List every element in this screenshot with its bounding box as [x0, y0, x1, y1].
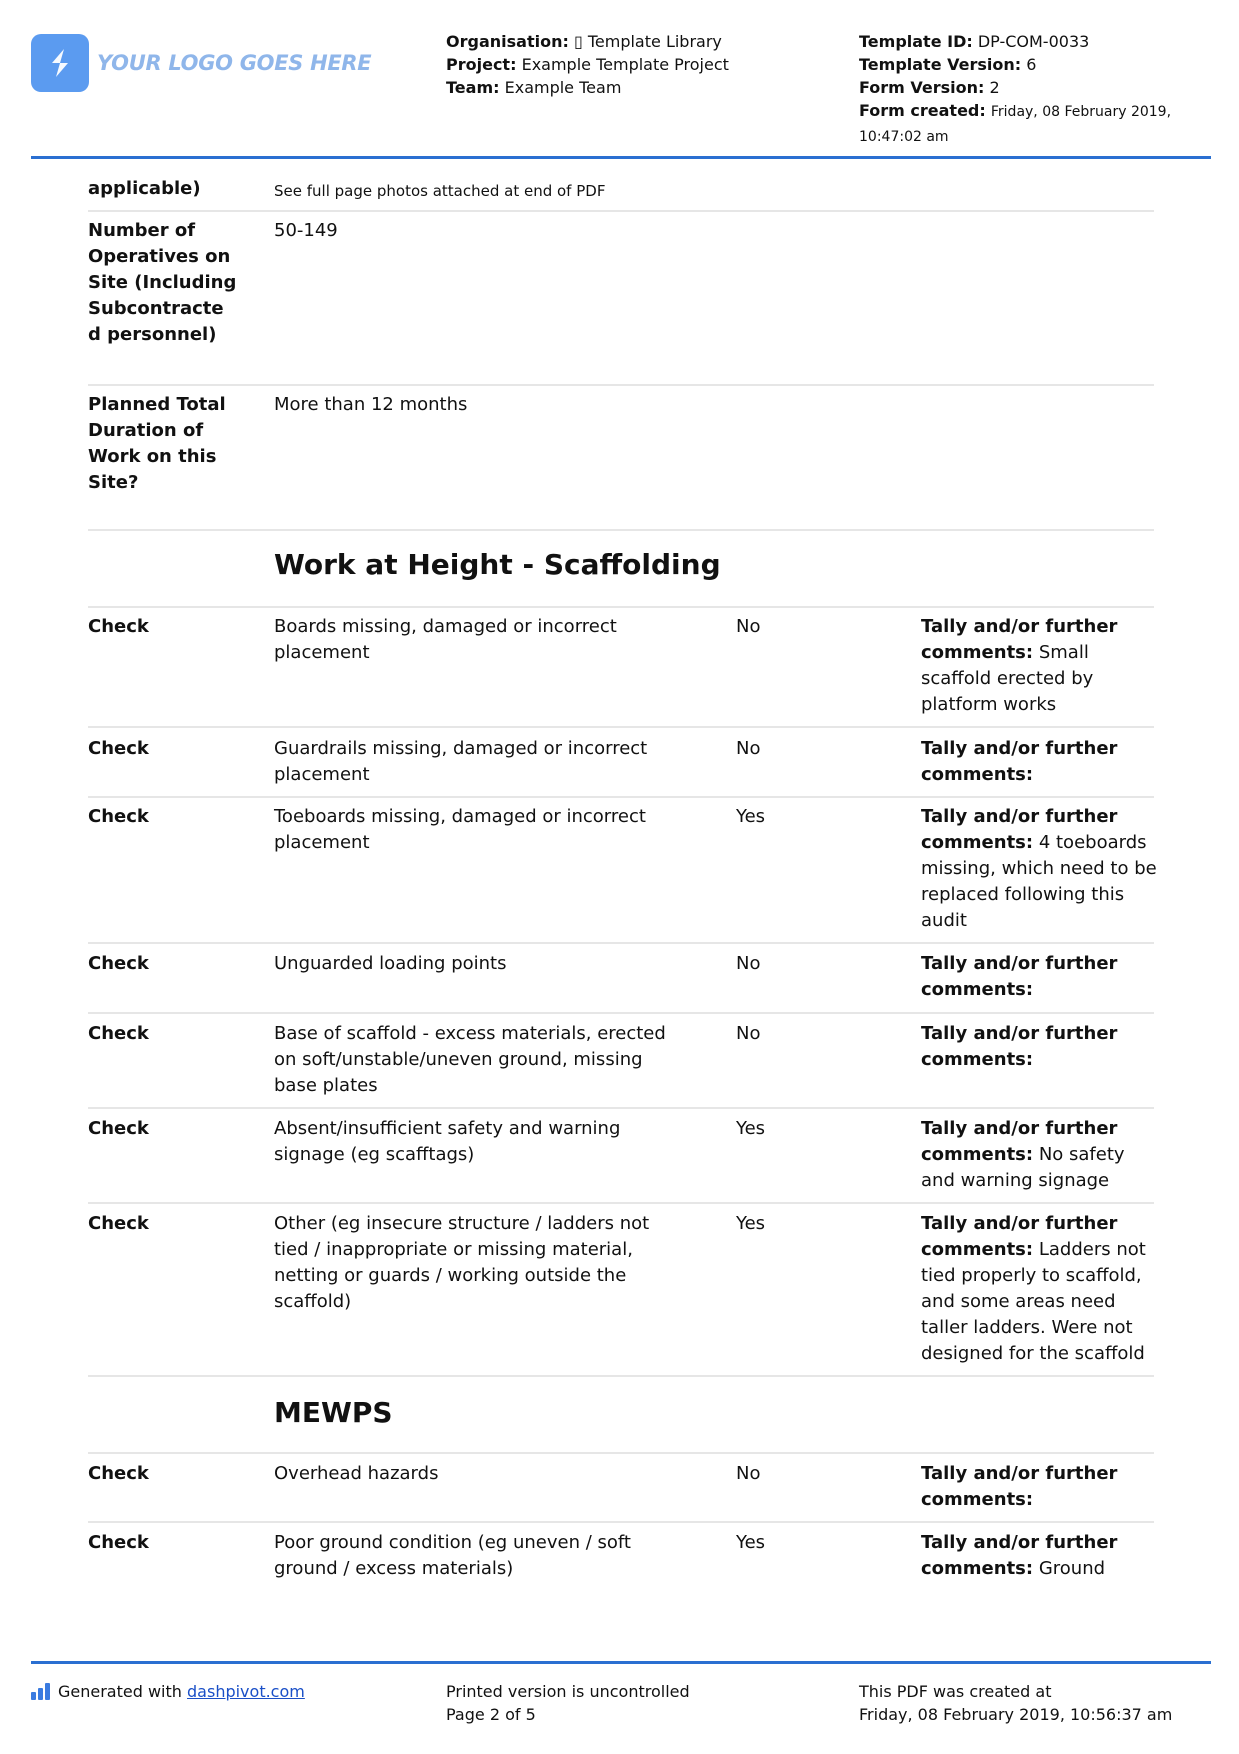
check-answer: No	[736, 953, 761, 974]
info-row	[88, 176, 1154, 212]
comment-label: Tally and/or further comments:	[921, 806, 1118, 853]
check-comment	[921, 736, 1161, 788]
comment-text: No safety and warning signage	[921, 1144, 1125, 1191]
check-item: Other (eg insecure structure / ladders not tied / inappropriate or missing material, netting or guards / working outside the scaffold)	[274, 1213, 650, 1312]
comment-label: Tally and/or further comments:	[921, 1023, 1118, 1070]
section-header	[88, 548, 1154, 608]
check-label: Check	[88, 953, 149, 974]
check-comment	[921, 951, 1161, 1003]
template-id-label: Template ID:	[859, 32, 973, 51]
section-title: Work at Height - Scaffolding	[274, 548, 721, 581]
check-comment	[921, 1116, 1161, 1194]
comment-text: Ladders not tied properly to scaffold, and some areas need taller ladders. Were not designed for the scaffold	[921, 1239, 1146, 1364]
section-header	[88, 1396, 1154, 1454]
page-info: Page 2 of 5	[446, 1705, 536, 1724]
comment-text: Small scaffold erected by platform works	[921, 642, 1094, 715]
check-label: Check	[88, 1118, 149, 1139]
logo-icon	[31, 34, 89, 92]
check-answer: Yes	[736, 1118, 766, 1139]
form-created-value: Friday, 08 February 2019, 10:47:02 am	[859, 104, 1172, 145]
check-item: Overhead hazards	[274, 1463, 439, 1484]
check-answer: Yes	[736, 806, 766, 827]
check-item: Absent/insufficient safety and warning signage (eg scafftags)	[274, 1118, 621, 1165]
check-comment	[921, 804, 1161, 934]
info-value: 50-149	[274, 220, 338, 241]
check-row	[88, 1021, 1154, 1109]
check-label: Check	[88, 616, 149, 637]
check-answer: No	[736, 738, 761, 759]
template-id-value: DP-COM-0033	[977, 32, 1090, 51]
header-meta-organisation	[446, 30, 729, 99]
dashpivot-link[interactable]: dashpivot.com	[187, 1682, 305, 1701]
comment-label: Tally and/or further comments:	[921, 1213, 1118, 1260]
check-row	[88, 614, 1154, 728]
check-comment	[921, 1211, 1161, 1367]
footer-created	[859, 1680, 1172, 1726]
check-answer: No	[736, 1463, 761, 1484]
team-label: Team:	[446, 78, 500, 97]
comment-text: Ground	[1038, 1558, 1106, 1579]
comment-label: Tally and/or further comments:	[921, 1463, 1118, 1510]
comment-label: Tally and/or further comments:	[921, 1532, 1118, 1579]
check-label: Check	[88, 1023, 149, 1044]
comment-label: Tally and/or further comments:	[921, 1118, 1118, 1165]
check-row	[88, 951, 1154, 1014]
form-version-label: Form Version:	[859, 78, 985, 97]
comment-text: 4 toeboards missing, which need to be replaced following this audit	[921, 832, 1157, 931]
comment-label: Tally and/or further comments:	[921, 738, 1118, 785]
check-row	[88, 1211, 1154, 1377]
check-answer: Yes	[736, 1532, 766, 1553]
document-header	[0, 0, 1239, 160]
check-row	[88, 804, 1157, 944]
check-row	[88, 1116, 1154, 1204]
check-label: Check	[88, 738, 149, 759]
organisation-label: Organisation:	[446, 32, 569, 51]
template-version-value: 6	[1026, 55, 1037, 74]
footer-divider	[31, 1661, 1211, 1664]
bar-chart-icon	[31, 1683, 50, 1700]
check-item: Boards missing, damaged or incorrect placement	[274, 616, 617, 663]
logo	[31, 34, 371, 92]
logo-text: YOUR LOGO GOES HERE	[97, 51, 372, 75]
check-label: Check	[88, 806, 149, 827]
check-comment	[921, 1530, 1161, 1582]
organisation-value: ▯ Template Library	[573, 32, 722, 51]
project-label: Project:	[446, 55, 517, 74]
template-version-label: Template Version:	[859, 55, 1022, 74]
comment-label: Tally and/or further comments:	[921, 616, 1118, 663]
check-label: Check	[88, 1532, 149, 1553]
check-answer: No	[736, 1023, 761, 1044]
form-version-value: 2	[989, 78, 1000, 97]
check-item: Base of scaffold - excess materials, erected on soft/unstable/uneven ground, missing base plates	[274, 1023, 666, 1096]
check-comment	[921, 1021, 1161, 1073]
info-label: Planned Total Duration of Work on this Site?	[88, 394, 226, 493]
printed-notice: Printed version is uncontrolled	[446, 1682, 690, 1701]
check-item: Toeboards missing, damaged or incorrect placement	[274, 806, 646, 853]
check-label: Check	[88, 1463, 149, 1484]
footer-generated	[31, 1680, 305, 1703]
info-label: applicable)	[88, 178, 201, 199]
check-answer: Yes	[736, 1213, 766, 1234]
info-value: More than 12 months	[274, 394, 468, 415]
check-row	[88, 736, 1154, 798]
team-value: Example Team	[504, 78, 622, 97]
check-item: Poor ground condition (eg uneven / soft ground / excess materials)	[274, 1532, 631, 1579]
section-title: MEWPS	[274, 1396, 393, 1429]
header-divider	[31, 156, 1211, 159]
generated-prefix: Generated with	[58, 1682, 182, 1701]
created-prefix: This PDF was created at	[859, 1682, 1052, 1701]
check-comment	[921, 614, 1161, 718]
project-value: Example Template Project	[521, 55, 729, 74]
footer-print-info	[446, 1680, 690, 1726]
info-value: See full page photos attached at end of PDF	[274, 182, 606, 200]
check-row	[88, 1461, 1154, 1523]
info-row	[88, 218, 1154, 386]
check-row	[88, 1530, 1154, 1592]
info-label: Number of Operatives on Site (Including Subcontracte d personnel)	[88, 220, 237, 345]
comment-label: Tally and/or further comments:	[921, 953, 1118, 1000]
check-item: Guardrails missing, damaged or incorrect placement	[274, 738, 648, 785]
check-item: Unguarded loading points	[274, 953, 507, 974]
check-comment	[921, 1461, 1161, 1513]
header-meta-template	[859, 30, 1199, 149]
check-label: Check	[88, 1213, 149, 1234]
check-answer: No	[736, 616, 761, 637]
created-value: Friday, 08 February 2019, 10:56:37 am	[859, 1705, 1173, 1724]
info-row	[88, 392, 1154, 531]
form-created-label: Form created:	[859, 101, 986, 120]
